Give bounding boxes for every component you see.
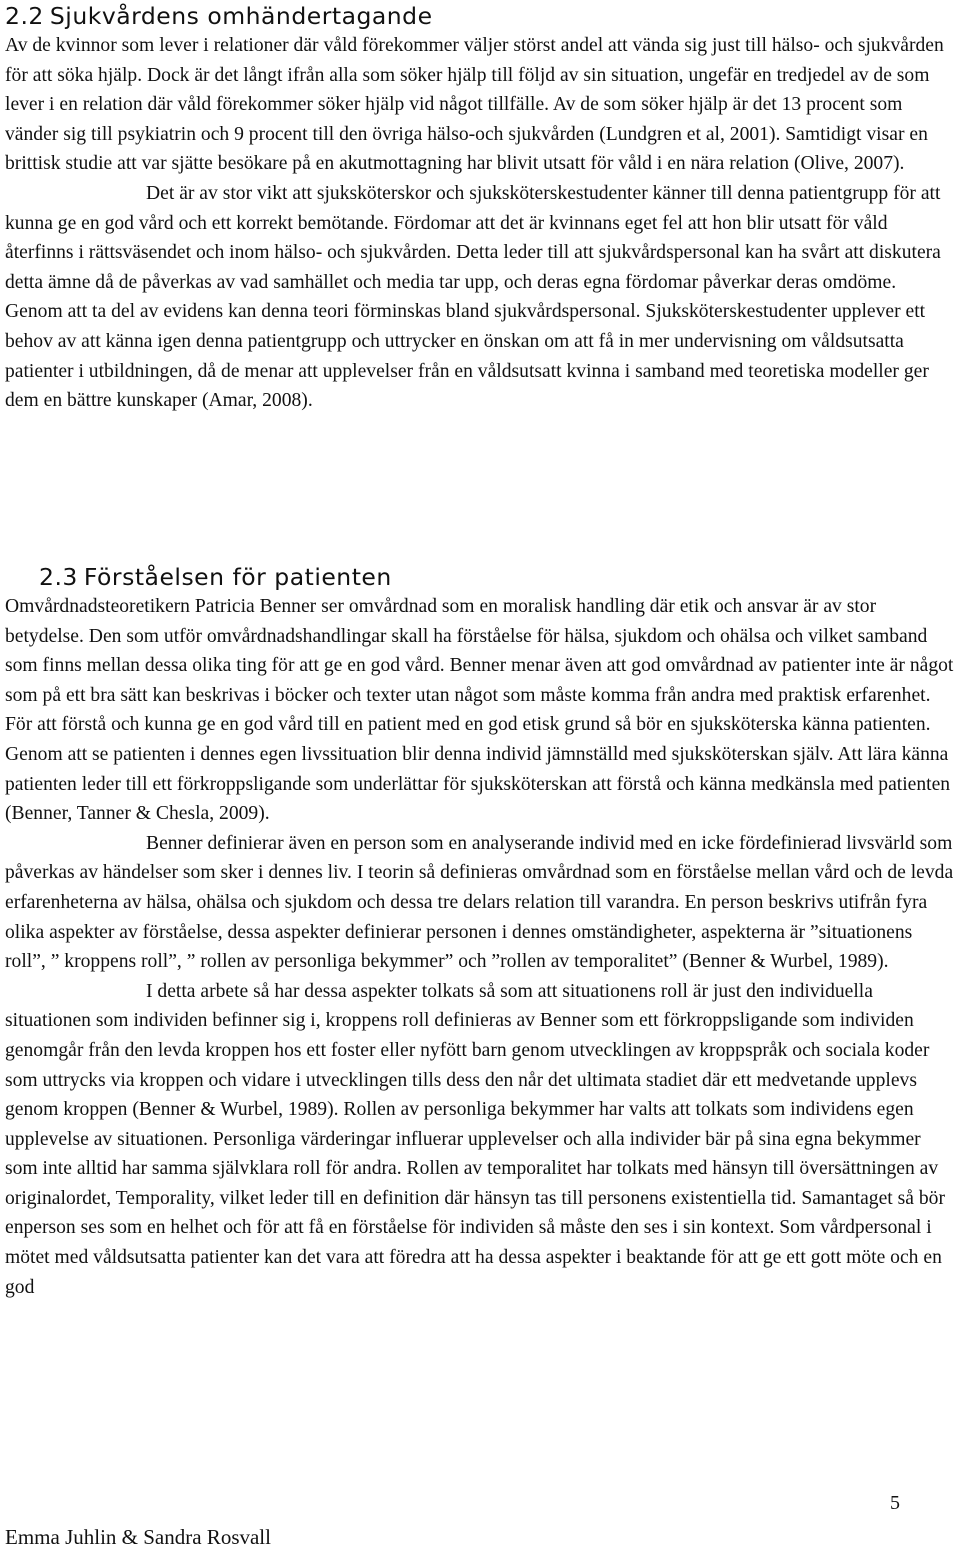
section-title: Förståelsen för patienten bbox=[83, 563, 392, 591]
footer-authors: Emma Juhlin & Sandra Rosvall bbox=[5, 1525, 271, 1549]
section-2-3-body bbox=[5, 592, 957, 1302]
section-heading-2-2 bbox=[5, 2, 433, 30]
section-number: 2.3 bbox=[39, 563, 78, 591]
section-number: 2.2 bbox=[5, 2, 44, 30]
paragraph: Benner definierar även en person som en analyserande individ med en icke fördefinierad livsvärld som påverkas av händelser som sker i dennes liv. I teorin så definieras omvårdnad som en förståelse mellan vård och de levda erfarenheterna av hälsa, ohälsa och sjukdom och dessa tre delars relation till varandra. En person beskrivs utifrån fyra olika aspekter av förståelse, dessa aspekter definierar personen i dennes omständigheter, aspekterna är ”situationens roll”, ” kroppens roll”, ” rollen av personliga bekymmer” och ”rollen av temporalitet” (Benner & Wurbel, 1989). bbox=[5, 832, 954, 973]
section-2-2-body bbox=[5, 31, 957, 416]
paragraph: Omvårdnadsteoretikern Patricia Benner ser omvårdnad som en moralisk handling där etik och ansvar är av stor betydelse. Den som utför omvårdnadshandlingar skall ha förståelse för hälsa, sjukdom och ohälsa och vilket samband som finns mellan dessa olika ting för att ge en god vård. Benner menar även att god omvårdnad av patienter inte är något som på ett bra sätt kan beskrivas i böcker och texter utan något som måste komma från andra med praktisk erfarenhet. För att förstå och kunna ge en god vård till en patient med en god etisk grund så bör en sjuksköterska känna patienten. Genom att se patienten i dennes egen livssituation blir denna individ jämnställd med sjuksköterskan själv. Att lära känna patienten leder till ett förkroppsligande som underlättar för sjuksköterskan att förstå och känna medkänsla med patienten (Benner, Tanner & Chesla, 2009). bbox=[5, 596, 954, 825]
page-number: 5 bbox=[890, 1492, 900, 1514]
section-title: Sjukvårdens omhändertagande bbox=[49, 2, 433, 30]
section-heading-2-3 bbox=[39, 563, 392, 591]
paragraph: I detta arbete så har dessa aspekter tolkats så som att situationens roll är just den individuella situationen som individen befinner sig i, kroppens roll definieras av Benner som ett förkroppsligande som individen genomgår från den levda kroppen hos ett foster eller nyfött barn genom utvecklingen av kroppspråk och sociala koder som uttrycks via kroppen och vidare i utvecklingen tills dess den når det ultimata stadiet där ett medvetande upplevs genom kroppen (Benner & Wurbel, 1989). Rollen av personliga bekymmer har valts att tolkats som individens egen upplevelse av situationen. Personliga värderingar influerar upplevelser och alla individer bär på sina egna bekymmer som inte alltid har samma självklara roll för andra. Rollen av temporalitet har tolkats med hänsyn till översättningen av originalordet, Temporality, vilket leder till en definition där hänsyn tas till personens existentiella tid. Samantaget så bör enperson ses som en helhet och för att få en förståelse för individen så måste den ses i sin kontext. Som vårdpersonal i mötet med våldsutsatta patienter kan det vara att föredra att ha dessa aspekter i beaktande för att ge ett gott möte och en god bbox=[5, 980, 945, 1298]
paragraph: Av de kvinnor som lever i relationer där våld förekommer väljer störst andel att vända sig just till hälso- och sjukvården för att söka hjälp. Dock är det långt ifrån alla som söker hjälp till följd av sin situation, ungefär en tredjedel av de som lever i en relation där våld förekommer söker hjälp vid något tillfälle. Av de som söker hjälp är det 13 procent som vänder sig till psykiatrin och 9 procent till den övriga hälso-och sjukvården (Lundgren et al, 2001). Samtidigt visar en brittisk studie att var sjätte besökare på en akutmottagning har blivit utsatt för våld i en nära relation (Olive, 2007). bbox=[5, 35, 944, 175]
paragraph: Det är av stor vikt att sjuksköterskor och sjuksköterskestudenter känner till denna patientgrupp för att kunna ge en god vård och ett korrekt bemötande. Fördomar att det är kvinnans eget fel att hon blir utsatt för våld återfinns i rättsväsendet och inom hälso- och sjukvården. Detta leder till att sjukvårdspersonal kan ha svårt att diskutera detta ämne då de påverkas av vad samhället och media tar upp, och deras egna fördomar påverkar deras omdöme. Genom att ta del av evidens kan denna teori förminskas bland sjukvårdspersonal. Sjuksköterskestudenter upplever ett behov av att känna igen denna patientgrupp och uttrycker en önskan om att få in mer undervisning om våldsutsatta patienter i utbildningen, då de menar att upplevelser från en våldsutsatt kvinna i samband med teoretiska modeller ger dem en bättre kunskaper (Amar, 2008). bbox=[5, 182, 941, 412]
